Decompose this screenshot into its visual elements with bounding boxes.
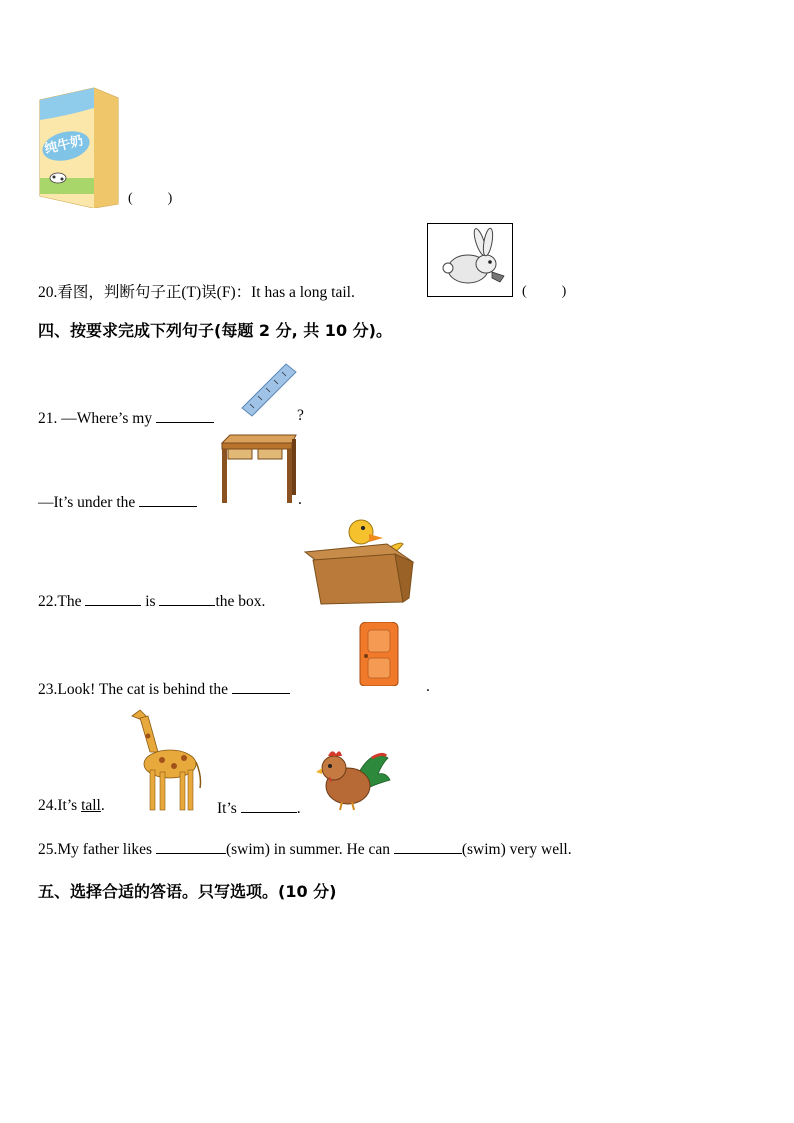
q24-blank[interactable] <box>241 798 297 813</box>
q21-line1-suffix: ? <box>297 407 304 424</box>
section4-heading: 四、按要求完成下列句子(每题 2 分, 共 10 分)。 <box>38 321 392 340</box>
q21-blank-1[interactable] <box>156 408 214 423</box>
q24-line-part2 <box>217 798 301 817</box>
q25-part3: (swim) very well. <box>461 841 572 858</box>
q22-part1: 22.The <box>38 593 82 610</box>
q21-line1-prefix: 21. —Where’s my <box>38 410 153 427</box>
q22-part2: is <box>145 593 156 610</box>
q22-line <box>38 591 265 610</box>
milk-label: 纯牛奶 <box>43 133 85 158</box>
q20-answer-paren[interactable]: ( ) <box>522 284 567 299</box>
q22-part3: the box. <box>215 593 266 610</box>
q21-line1 <box>38 408 214 427</box>
milk-carton-image <box>36 86 122 208</box>
q24-part2: It’s <box>217 800 237 817</box>
q22-blank-1[interactable] <box>85 591 141 606</box>
q24-line-part1 <box>38 798 105 814</box>
q24-dot: . <box>100 797 105 814</box>
rooster-image <box>312 744 392 812</box>
q21-line2 <box>38 492 197 511</box>
duck-in-box-image <box>303 516 415 606</box>
desk-image <box>220 433 298 505</box>
q23-line <box>38 679 290 698</box>
q22-blank-2[interactable] <box>159 591 215 606</box>
q25-part1: 25.My father likes <box>38 841 153 858</box>
section5-heading: 五、选择合适的答语。只写选项。(10 分) <box>38 882 337 901</box>
q21-line2-prefix: —It’s under the <box>38 494 136 511</box>
q23-prefix: 23.Look! The cat is behind the <box>38 681 228 698</box>
q25-line <box>38 839 572 858</box>
q21-blank-2[interactable] <box>139 492 197 507</box>
q25-blank-1[interactable] <box>156 839 226 854</box>
q24-suffix: . <box>296 800 301 817</box>
q23-suffix: . <box>426 678 430 695</box>
q24-prefix: 24.It’s <box>38 797 78 814</box>
giraffe-image <box>126 706 206 812</box>
rabbit-image <box>427 223 513 297</box>
q19-answer-paren[interactable]: ( ) <box>128 191 173 206</box>
ruler-image <box>238 360 298 420</box>
q24-example-word: tall <box>81 797 101 814</box>
q21-line2-suffix: . <box>298 491 302 508</box>
q25-part2: (swim) in summer. He can <box>225 841 390 858</box>
q20-question-text: 20.看图，判断句子正(T)误(F)：It has a long tail. <box>38 284 355 301</box>
door-image <box>358 622 400 686</box>
q25-blank-2[interactable] <box>394 839 462 854</box>
q23-blank[interactable] <box>232 679 290 694</box>
